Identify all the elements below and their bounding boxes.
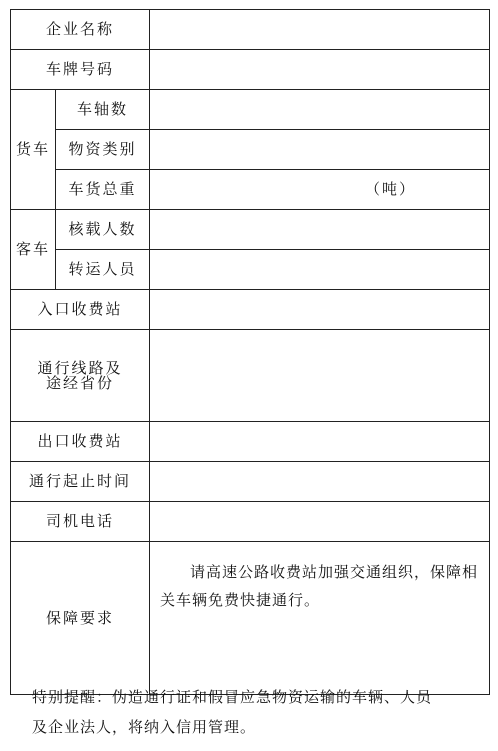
- route-label-line1: 通行线路及: [37, 358, 123, 377]
- travel-time-field[interactable]: [150, 462, 490, 502]
- row-truck-axles: [11, 90, 490, 130]
- entry-station-field[interactable]: [150, 290, 490, 330]
- truck-group-label: 货车: [11, 90, 56, 210]
- exit-station-field[interactable]: [150, 422, 490, 462]
- travel-time-label: 通行起止时间: [11, 462, 150, 502]
- driver-phone-label: 司机电话: [11, 502, 150, 542]
- bus-group-label: 客车: [11, 210, 56, 290]
- goods-type-field[interactable]: [150, 130, 490, 170]
- guarantee-text: 请高速公路收费站加强交通组织，保障相关车辆免费快捷通行。: [160, 563, 479, 609]
- passengers-field[interactable]: [150, 250, 490, 290]
- goods-type-label: 物资类别: [56, 130, 150, 170]
- row-travel-time: [11, 462, 490, 502]
- row-company-name: [11, 10, 490, 50]
- exit-station-label: 出口收费站: [11, 422, 150, 462]
- row-exit-station: [11, 422, 490, 462]
- row-bus-passengers: [11, 250, 490, 290]
- plate-number-field[interactable]: [150, 50, 490, 90]
- guarantee-text-cell: [150, 542, 490, 695]
- total-weight-label: 车货总重: [56, 170, 150, 210]
- total-weight-field[interactable]: [150, 170, 490, 210]
- row-guarantee: [11, 542, 490, 695]
- axles-label: 车轴数: [56, 90, 150, 130]
- company-name-field[interactable]: [150, 10, 490, 50]
- row-driver-phone: [11, 502, 490, 542]
- pass-certificate-form: [10, 9, 490, 695]
- row-bus-capacity: [11, 210, 490, 250]
- company-name-label: 企业名称: [11, 10, 150, 50]
- special-notice: [32, 682, 482, 742]
- entry-station-label: 入口收费站: [11, 290, 150, 330]
- weight-unit: （吨）: [365, 180, 417, 198]
- route-field[interactable]: [150, 330, 490, 422]
- passengers-label: 转运人员: [56, 250, 150, 290]
- row-truck-goods-type: [11, 130, 490, 170]
- plate-number-label: 车牌号码: [11, 50, 150, 90]
- guarantee-label: 保障要求: [11, 542, 150, 695]
- axles-field[interactable]: [150, 90, 490, 130]
- row-entry-station: [11, 290, 490, 330]
- route-label: [11, 330, 150, 422]
- row-route: [11, 330, 490, 422]
- route-label-line2: 途经省份: [46, 373, 115, 392]
- driver-phone-field[interactable]: [150, 502, 490, 542]
- capacity-label: 核载人数: [56, 210, 150, 250]
- notice-line-2: 及企业法人，将纳入信用管理。: [32, 718, 257, 736]
- row-truck-total-weight: [11, 170, 490, 210]
- notice-line-1: 特别提醒：伪造通行证和假冒应急物资运输的车辆、人员: [32, 688, 433, 706]
- capacity-field[interactable]: [150, 210, 490, 250]
- row-plate-number: [11, 50, 490, 90]
